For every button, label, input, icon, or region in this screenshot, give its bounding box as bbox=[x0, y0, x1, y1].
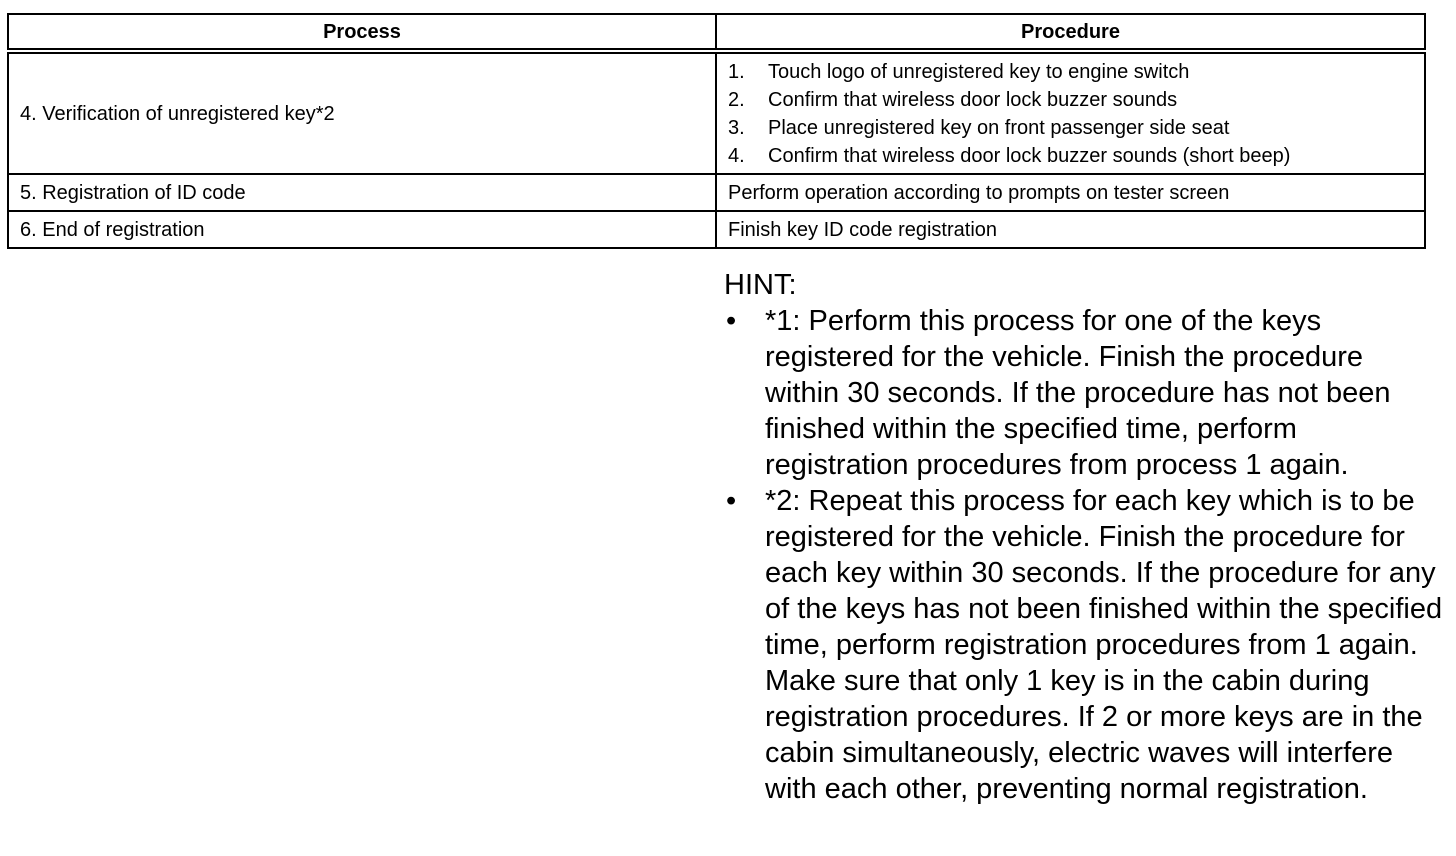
table-row bbox=[8, 51, 1425, 174]
process-cell: 4. Verification of unregistered key*2 bbox=[8, 51, 716, 174]
table-row bbox=[8, 174, 1425, 211]
header-procedure: Procedure bbox=[716, 14, 1425, 51]
step-number: 1. bbox=[728, 60, 745, 83]
step-item bbox=[728, 142, 1424, 170]
hint-title: HINT: bbox=[724, 269, 797, 301]
header-process: Process bbox=[8, 14, 716, 51]
hint-section bbox=[724, 267, 1444, 807]
step-number: 2. bbox=[728, 88, 745, 111]
step-text: Touch logo of unregistered key to engine switch bbox=[768, 60, 1190, 83]
hint-text: *1: Perform this process for one of the keys registered for the vehicle. Finish the procedure within 30 seconds. If the procedure has not been finished within the specified time, perform registration procedures from process 1 again. bbox=[765, 305, 1391, 481]
step-item bbox=[728, 58, 1424, 86]
hint-list bbox=[724, 303, 1444, 807]
process-cell: 5. Registration of ID code bbox=[8, 174, 716, 211]
bullet-icon: • bbox=[726, 305, 737, 337]
hint-text: *2: Repeat this process for each key which is to be registered for the vehicle. Finish the procedure for each key within 30 seconds. If the procedure for any of the keys has not been finished within the specified time, perform registration procedures from 1 again. Make sure that only 1 key is in the cabin during registration procedures. If 2 or more keys are in the cabin simultaneously, electric waves will interfere with each other, preventing normal registration. bbox=[765, 485, 1443, 805]
step-text: Confirm that wireless door lock buzzer sounds bbox=[768, 88, 1178, 111]
step-item bbox=[728, 114, 1424, 142]
step-text: Place unregistered key on front passenger side seat bbox=[768, 116, 1230, 139]
procedure-cell: Perform operation according to prompts on tester screen bbox=[716, 174, 1425, 211]
hint-item bbox=[724, 483, 1444, 807]
step-number: 4. bbox=[728, 144, 745, 167]
process-cell: 6. End of registration bbox=[8, 211, 716, 248]
step-number: 3. bbox=[728, 116, 745, 139]
table-row bbox=[8, 211, 1425, 248]
table-header-row bbox=[8, 14, 1425, 51]
bullet-icon: • bbox=[726, 485, 737, 517]
step-text: Confirm that wireless door lock buzzer sounds (short beep) bbox=[768, 144, 1291, 167]
registration-table bbox=[7, 13, 1426, 249]
procedure-cell: Finish key ID code registration bbox=[716, 211, 1425, 248]
hint-item bbox=[724, 303, 1444, 483]
procedure-cell bbox=[716, 51, 1425, 174]
step-item bbox=[728, 86, 1424, 114]
procedure-steps bbox=[728, 58, 1424, 170]
